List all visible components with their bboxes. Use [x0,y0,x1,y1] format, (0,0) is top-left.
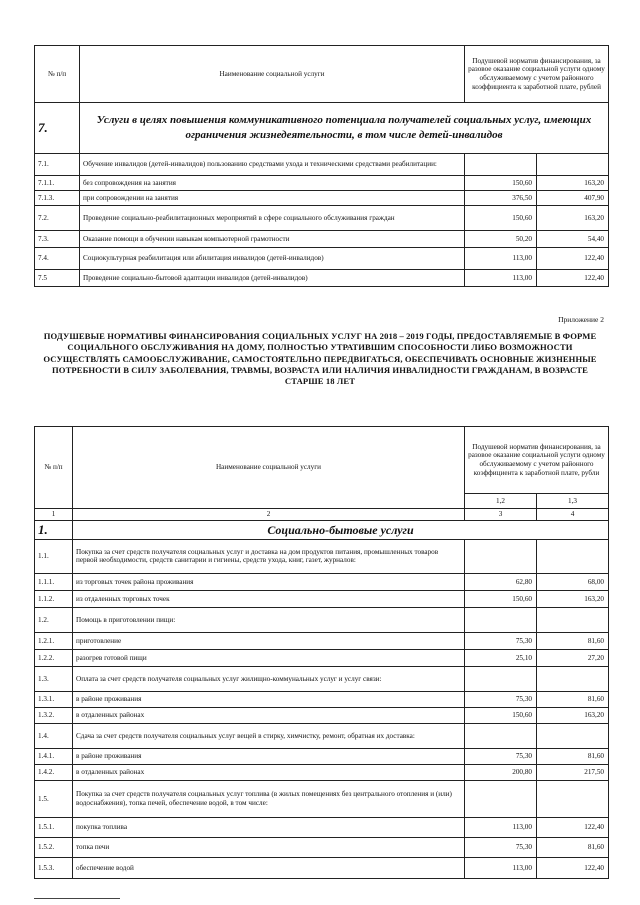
row-num: 7.1.1. [35,176,80,191]
table-row [35,607,609,632]
row-value-k13 [537,780,609,817]
header-num: № п/п [35,46,80,103]
row-value-k12 [465,539,537,573]
table-row [35,857,609,878]
table-row [35,649,609,666]
row-service-name: Социокультурная реабилитация или абилитация инвалидов (детей-инвалидов) [80,248,465,270]
row-value-k13 [537,607,609,632]
row-value-k13 [537,666,609,691]
row-value-k13: 163,20 [537,590,609,607]
row-num: 1.2.2. [35,649,73,666]
row-value-k13: 27,20 [537,649,609,666]
row-service-name: в отдаленных районах [73,707,465,723]
row-value-k13: 122,40 [537,817,609,837]
section-1-num: 1. [35,520,73,539]
row-service-name: из торговых точек района проживания [73,573,465,590]
row-value-k12: 113,00 [465,270,537,287]
row-value-k12 [465,666,537,691]
row-service-name: в районе проживания [73,748,465,764]
table-services-section-7 [34,45,609,287]
row-num: 1.5.3. [35,857,73,878]
row-num: 1.3.1. [35,691,73,707]
row-num: 7.3. [35,231,80,248]
row-service-name: из отдаленных торговых точек [73,590,465,607]
coefficient-2: 1,3 [537,494,609,509]
table-row [35,590,609,607]
header-num: № п/п [35,427,73,509]
row-value-k12: 150,60 [465,176,537,191]
section-7-num: 7. [35,103,80,154]
table-row [35,270,609,287]
row-value-k13: 163,20 [537,176,609,191]
row-num: 1.1. [35,539,73,573]
table-row [35,780,609,817]
table-row [35,176,609,191]
row-value-k13: 163,20 [537,206,609,231]
row-num: 1.3. [35,666,73,691]
row-num: 1.4. [35,723,73,748]
row-service-name: покупка топлива [73,817,465,837]
row-service-name: Оплата за счет средств получателя социальных услуг жилищно-коммунальных услуг и услуг связи: [73,666,465,691]
table-row [35,764,609,780]
table-row [35,206,609,231]
row-value-k13: 407,90 [537,191,609,206]
row-value-k12 [465,607,537,632]
table-row [35,666,609,691]
section-7-row [35,103,609,154]
row-service-name: Оказание помощи в обучении навыкам компьютерной грамотности [80,231,465,248]
column-number-2: 2 [73,509,465,521]
row-value-k13: 81,60 [537,837,609,857]
row-num: 1.1.2. [35,590,73,607]
section-7-title: Услуги в целях повышения коммуникативного потенциала получателей социальных услуг, имеющих ограничения жизнедеятельности, в том числе детей-инвалидов [80,103,609,154]
table-row [35,539,609,573]
table-row [35,248,609,270]
column-number-4: 4 [537,509,609,521]
row-value-k12 [465,154,537,176]
table-row [35,707,609,723]
row-value-k13: 81,60 [537,748,609,764]
row-service-name: в районе проживания [73,691,465,707]
table-row [35,691,609,707]
row-service-name: обеспечение водой [73,857,465,878]
row-value-k12: 200,80 [465,764,537,780]
row-num: 1.4.2. [35,764,73,780]
column-number-1: 1 [35,509,73,521]
row-value-k12: 25,10 [465,649,537,666]
footer-rule [34,898,120,899]
row-service-name: Помощь в приготовлении пищи: [73,607,465,632]
row-service-name: Проведение социально-бытовой адаптации инвалидов (детей-инвалидов) [80,270,465,287]
table-row [35,573,609,590]
table-social-services [34,426,609,879]
row-num: 1.5.1. [35,817,73,837]
row-value-k12: 75,30 [465,632,537,649]
row-num: 1.2. [35,607,73,632]
row-value-k12: 150,60 [465,707,537,723]
row-value-k12: 113,00 [465,857,537,878]
row-service-name: Проведение социально-реабилитационных мероприятий в сфере социального обслуживания граждан [80,206,465,231]
row-service-name: Покупка за счет средств получателя социальных услуг и доставка на дом продуктов питания, промышленных товаров первой необходимости, средств санитарии и гигиены, средств ухода, книг, газет, журналов: [73,539,465,573]
row-value-k12: 62,80 [465,573,537,590]
row-num: 1.3.2. [35,707,73,723]
row-service-name: Обучение инвалидов (детей-инвалидов) пользованию средствами ухода и техническими средствами реабилитации: [80,154,465,176]
row-num: 7.4. [35,248,80,270]
row-num: 1.5. [35,780,73,817]
column-number-3: 3 [465,509,537,521]
row-num: 1.2.1. [35,632,73,649]
row-value-k12: 376,50 [465,191,537,206]
row-value-k13 [537,723,609,748]
document-title: ПОДУШЕВЫЕ НОРМАТИВЫ ФИНАНСИРОВАНИЯ СОЦИАЛЬНЫХ УСЛУГ НА 2018 – 2019 ГОДЫ, ПРЕДОСТАВЛЯЕМЫЕ В ФОРМЕ СОЦИАЛЬНОГО ОБСЛУЖИВАНИЯ НА ДОМУ, ПОЛНОСТЬЮ УТРАТИВШИМ СПОСОБНОСТИ ЛИБО ВОЗМОЖНОСТИ ОСУЩЕСТВЛЯТЬ САМООБСЛУЖИВАНИЕ, САМОСТОЯТЕЛЬНО ПЕРЕДВИГАТЬСЯ, ОБЕСПЕЧИВАТЬ ОСНОВНЫЕ ЖИЗНЕННЫЕ ПОТРЕБНОСТИ В СИЛУ ЗАБОЛЕВАНИЯ, ТРАВМЫ, ВОЗРАСТА ИЛИ НАЛИЧИЯ ИНВАЛИДНОСТИ ГРАЖДАНАМ, В ВОЗРАСТЕ СТАРШЕ 18 ЛЕТ [43,331,597,387]
row-value-k13: 81,60 [537,691,609,707]
row-num: 7.1.3. [35,191,80,206]
header-service-name: Наименование социальной услуги [80,46,465,103]
row-value-k12 [465,780,537,817]
table1-header-row [35,46,609,103]
row-num: 7.5 [35,270,80,287]
row-value-k12: 113,00 [465,248,537,270]
table-row [35,191,609,206]
row-value-k13: 217,50 [537,764,609,780]
section-1-row [35,520,609,539]
row-service-name: разогрев готовой пищи [73,649,465,666]
column-number-row [35,509,609,521]
table-row [35,837,609,857]
row-value-k12: 150,60 [465,590,537,607]
row-value-k12: 150,60 [465,206,537,231]
row-num: 1.4.1. [35,748,73,764]
row-value-k12: 75,30 [465,837,537,857]
table-row [35,632,609,649]
header-service-name: Наименование социальной услуги [73,427,465,509]
row-value-k13: 122,40 [537,248,609,270]
row-value-k12: 113,00 [465,817,537,837]
table-row [35,154,609,176]
row-service-name: приготовление [73,632,465,649]
row-service-name: в отдаленных районах [73,764,465,780]
row-service-name: Покупка за счет средств получателя социальных услуг топлива (в жилых помещениях без центрального отопления и (или) водоснабжения), топка печей, обеспечение водой, в том числе: [73,780,465,817]
row-value-k12: 75,30 [465,691,537,707]
row-value-k12: 50,20 [465,231,537,248]
row-value-k13: 163,20 [537,707,609,723]
row-value-k13: 122,40 [537,270,609,287]
row-num: 1.5.2. [35,837,73,857]
row-value-k13: 54,40 [537,231,609,248]
header-norm: Подушевой норматив финансирования, за разовое оказание социальной услуги одному обслуживаемому с учетом районного коэффициента к заработной плате, рубли [465,427,609,494]
row-value-k12: 75,30 [465,748,537,764]
header-norm: Подушевой норматив финансирования, за разовое оказание социальной услуги одному обслуживаемому с учетом районного коэффициента к заработной плате, рублей [465,46,609,103]
row-value-k13 [537,154,609,176]
row-value-k13: 122,40 [537,857,609,878]
row-value-k13: 81,60 [537,632,609,649]
row-service-name: при сопровождении на занятия [80,191,465,206]
appendix-label: Приложение 2 [558,315,604,324]
row-num: 7.1. [35,154,80,176]
coefficient-1: 1,2 [465,494,537,509]
row-value-k13: 68,00 [537,573,609,590]
table2-header-row [35,427,609,494]
row-value-k12 [465,723,537,748]
table-row [35,723,609,748]
table-row [35,748,609,764]
table-row [35,231,609,248]
row-service-name: топка печи [73,837,465,857]
row-value-k13 [537,539,609,573]
table-row [35,817,609,837]
row-service-name: без сопровождения на занятия [80,176,465,191]
row-num: 1.1.1. [35,573,73,590]
row-service-name: Сдача за счет средств получателя социальных услуг вещей в стирку, химчистку, ремонт, обратная их доставка: [73,723,465,748]
row-num: 7.2. [35,206,80,231]
section-1-title: Социально-бытовые услуги [73,520,609,539]
